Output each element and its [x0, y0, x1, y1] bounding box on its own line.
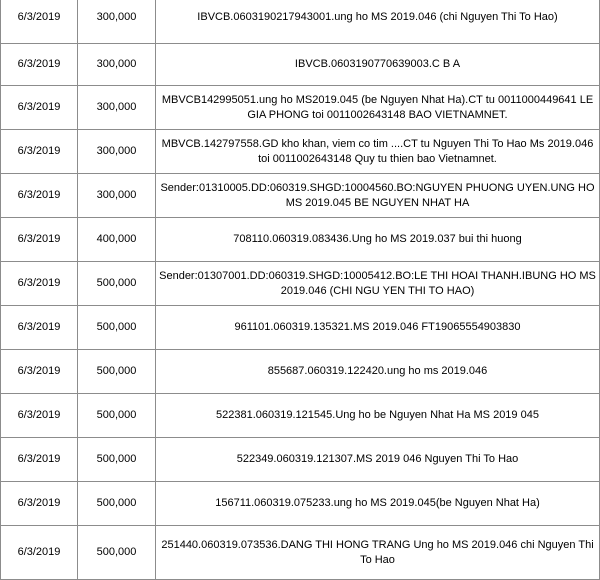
amount-cell: 500,000 [78, 526, 156, 580]
description-cell: Sender:01310005.DD:060319.SHGD:10004560.BO:NGUYEN PHUONG UYEN.UNG HO MS 2019.045 BE NGUYEN NHAT HA [156, 174, 600, 218]
amount-cell: 500,000 [78, 394, 156, 438]
date-cell: 6/3/2019 [1, 130, 78, 174]
description-cell: 522381.060319.121545.Ung ho be Nguyen Nhat Ha MS 2019 045 [156, 394, 600, 438]
amount-cell: 500,000 [78, 438, 156, 482]
table-row [1, 306, 600, 350]
amount-cell: 500,000 [78, 350, 156, 394]
description-cell: 522349.060319.121307.MS 2019 046 Nguyen Thi To Hao [156, 438, 600, 482]
date-cell: 6/3/2019 [1, 262, 78, 306]
date-cell: 6/3/2019 [1, 174, 78, 218]
amount-cell: 500,000 [78, 482, 156, 526]
description-cell: 961101.060319.135321.MS 2019.046 FT19065554903830 [156, 306, 600, 350]
table-row [1, 482, 600, 526]
table-row [1, 130, 600, 174]
description-cell: Sender:01307001.DD:060319.SHGD:10005412.BO:LE THI HOAI THANH.IBUNG HO MS 2019.046 (CHI NGU YEN THI TO HAO) [156, 262, 600, 306]
description-cell: IBVCB.0603190770639003.C B A [156, 44, 600, 86]
date-cell: 6/3/2019 [1, 0, 78, 44]
table-row [1, 394, 600, 438]
date-cell: 6/3/2019 [1, 86, 78, 130]
date-cell: 6/3/2019 [1, 394, 78, 438]
date-cell: 6/3/2019 [1, 482, 78, 526]
date-cell: 6/3/2019 [1, 44, 78, 86]
table-row [1, 350, 600, 394]
table-row [1, 262, 600, 306]
description-cell: 708110.060319.083436.Ung ho MS 2019.037 bui thi huong [156, 218, 600, 262]
date-cell: 6/3/2019 [1, 350, 78, 394]
date-cell: 6/3/2019 [1, 438, 78, 482]
table-row [1, 0, 600, 44]
date-cell: 6/3/2019 [1, 526, 78, 580]
table-row [1, 86, 600, 130]
description-cell: MBVCB.142797558.GD kho khan, viem co tim ....CT tu Nguyen Thi To Hao Ms 2019.046 toi 0011002643148 Quy tu thien bao Vietnamnet. [156, 130, 600, 174]
date-cell: 6/3/2019 [1, 218, 78, 262]
description-cell: MBVCB142995051.ung ho MS2019.045 (be Nguyen Nhat Ha).CT tu 0011000449641 LE GIA PHONG toi 0011002643148 BAO VIETNAMNET. [156, 86, 600, 130]
table-row [1, 218, 600, 262]
table-row [1, 438, 600, 482]
table-row [1, 174, 600, 218]
description-cell: 251440.060319.073536.DANG THI HONG TRANG Ung ho MS 2019.046 chi Nguyen Thi To Hao [156, 526, 600, 580]
description-cell: 855687.060319.122420.ung ho ms 2019.046 [156, 350, 600, 394]
amount-cell: 500,000 [78, 262, 156, 306]
amount-cell: 500,000 [78, 306, 156, 350]
amount-cell: 300,000 [78, 44, 156, 86]
amount-cell: 300,000 [78, 0, 156, 44]
amount-cell: 300,000 [78, 130, 156, 174]
amount-cell: 300,000 [78, 86, 156, 130]
table-row [1, 526, 600, 580]
amount-cell: 300,000 [78, 174, 156, 218]
amount-cell: 400,000 [78, 218, 156, 262]
description-cell: 156711.060319.075233.ung ho MS 2019.045(be Nguyen Nhat Ha) [156, 482, 600, 526]
table-row [1, 44, 600, 86]
date-cell: 6/3/2019 [1, 306, 78, 350]
description-cell: IBVCB.0603190217943001.ung ho MS 2019.046 (chi Nguyen Thi To Hao) [156, 0, 600, 44]
